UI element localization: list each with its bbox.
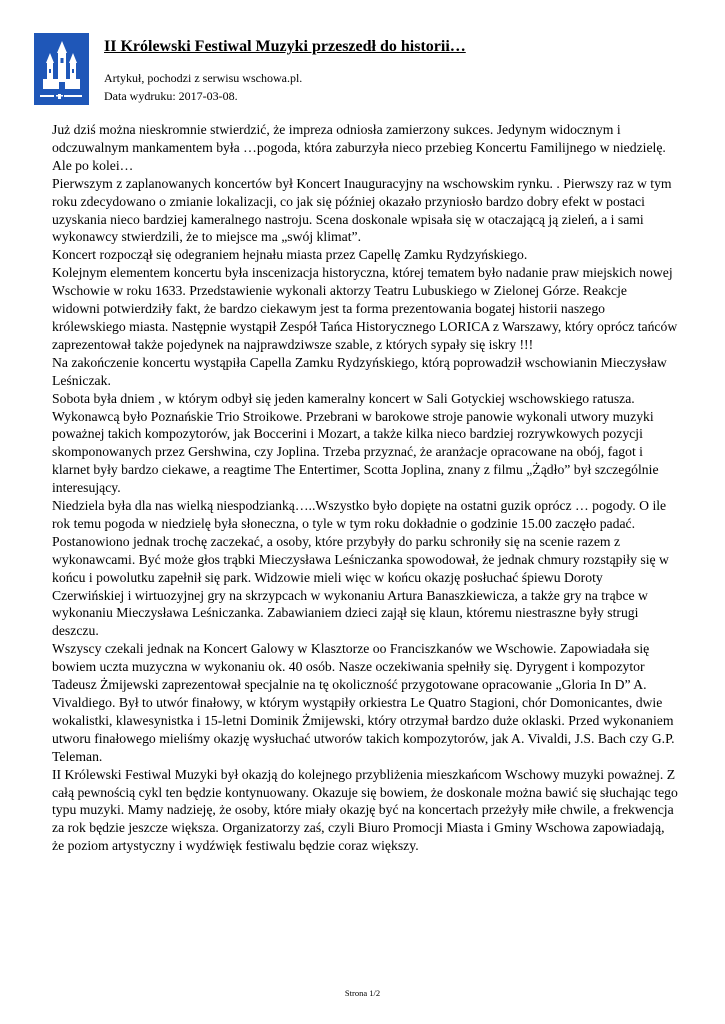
paragraph: Niedziela była dla nas wielką niespodzianką…..Wszystko było dopięte na ostatni guzik oprócz … pogody. O ile rok temu pogoda w niedzielę była słoneczna, o tyle w tym roku dokładnie o godzinie 15.00 zaczęło padać. Postanowiono jednak trochę zaczekać, a osoby, które przybyły do parku schroniły się na scenie razem z wykonawcami. Być może głos trąbki Mieczysława Leśniczanka spowodował, że jednak chmury rozstąpiły się w końcu i powolutku zapełnił się park. Widzowie mieli więc w końcu okazję posłuchać śpiewu Doroty Czerwińskiej i wirtuozyjnej gry na skrzypcach w wykonaniu Artura Banaszkiewicza, a także gry na trąbce w wykonaniu Mieczysława Leśniczanka. Zabawianiem dzieci zajął się klaun, któremu niestraszne były strugi deszczu. (52, 498, 669, 639)
paragraph: Koncert rozpoczął się odegraniem hejnału miasta przez Capellę Zamku Rydzyńskiego. (52, 247, 528, 263)
article-body (52, 121, 678, 855)
article-title: II Królewski Festiwal Muzyki przeszedł do historii… (104, 38, 466, 55)
paragraph: Wszyscy czekali jednak na Koncert Galowy w Klasztorze oo Franciszkanów we Wschowie. Zapowiadała się bowiem uczta muzyczna w wykonaniu ok. 40 osób. Nasze oczekiwania spełniły się. Dyrygent i kompozytor Tadeusz Żmijewski zaprezentował specjalnie na tę okoliczność przygotowane opracowanie „Gloria In D” A. Vivaldiego. Był to utwór finałowy, w którym wystąpiły orkiestra Le Quatro Stagioni, chór Domonicantes, dwie wokalistki, klawesynistka i 15-letni Dominik Żmijewski, który otrzymał bardzo duże oklaski. Przed wykonaniem utworu finałowego mieliśmy okazję wysłuchać utworów takich kompozytorów, jak A. Vivaldi, J.S. Bach czy G.P. Teleman. (52, 641, 675, 764)
town-crest-icon (34, 33, 89, 105)
paragraph: Sobota była dniem , w którym odbył się jeden kameralny koncert w Sali Gotyckiej wschowskiego ratusza. Wykonawcą było Poznańskie Trio Stroikowe. Przebrani w barokowe stroje panowie wykonali utwory muzyki poważnej takich kompozytorów, jak Boccerini i Mozart, a także kilka nieco bardziej rozrywkowych pozycji skomponowanych przez Gershwina, czy Joplina. Trzeba przyznać, że aranżacje opracowane na obój, fagot i klarnet były bardzo ciekawe, a reagtime The Entertimer, Scotta Joplina, znany z filmu „Żądło” był szczególnie interesujący. (52, 390, 659, 496)
page-number: Strona 1/2 (344, 988, 381, 998)
article-source: Artykuł, pochodzi z serwisu wschowa.pl. (104, 71, 303, 85)
print-date: Data wydruku: 2017-03-08. (104, 89, 238, 103)
paragraph: Na zakończenie koncertu wystąpiła Capella Zamku Rydzyńskiego, którą poprowadził wschowianin Mieczysław Leśniczak. (52, 354, 667, 388)
paragraph: Kolejnym elementem koncertu była inscenizacja historyczna, której tematem było nadanie praw miejskich nowej Wschowie w roku 1633. Przedstawienie wykonali aktorzy Teatru Lubuskiego w Zielonej Górze. Reakcje widowni potwierdziły fakt, że bardzo ciekawym jest ta forma prezentowania bogatej historii naszego królewskiego miasta. Następnie wystąpił Zespół Tańca Historycznego LORICA z Warszawy, który oprócz tańców zaprezentował także pojedynek na najprawdziwsze szable, z których sypały się iskry !!! (52, 265, 678, 352)
paragraph: Pierwszym z zaplanowanych koncertów był Koncert Inauguracyjny na wschowskim rynku. . Pierwszy raz w tym roku zdecydowano o zmianie lokalizacji, co jak się później okazało przyniosło bardzo dobry efekt w postaci uzyskania nieco bardziej kameralnego nastroju. Scena doskonale wpisała się w otaczającą ją zieleń, a i sami wykonawcy stwierdzili, że to miejsce ma „swój klimat”. (52, 175, 672, 245)
paragraph: Już dziś można nieskromnie stwierdzić, że impreza odniosła zamierzony sukces. Jedynym widocznym i odczuwalnym mankamentem była …pogoda, która zaburzyła nieco przebieg Koncertu Familijnego w niedzielę. Ale po kolei… (52, 122, 666, 173)
paragraph: II Królewski Festiwal Muzyki był okazją do kolejnego przybliżenia mieszkańcom Wschowy muzyki poważnej. Z całą pewnością cykl ten będzie kontynuowany. Okazuje się bowiem, że doskonale można bawić się słuchając tego typu muzyki. Mamy nadzieję, że osoby, które miały okazję być na koncertach przeżyły miłe chwile, a frekwencja za rok będzie jeszcze większa. Organizatorzy zaś, czyli Biuro Promocji Miasta i Gminy Wschowa zapowiadają, że poziom artystyczny i wydźwięk festiwalu będzie coraz większy. (52, 766, 678, 854)
